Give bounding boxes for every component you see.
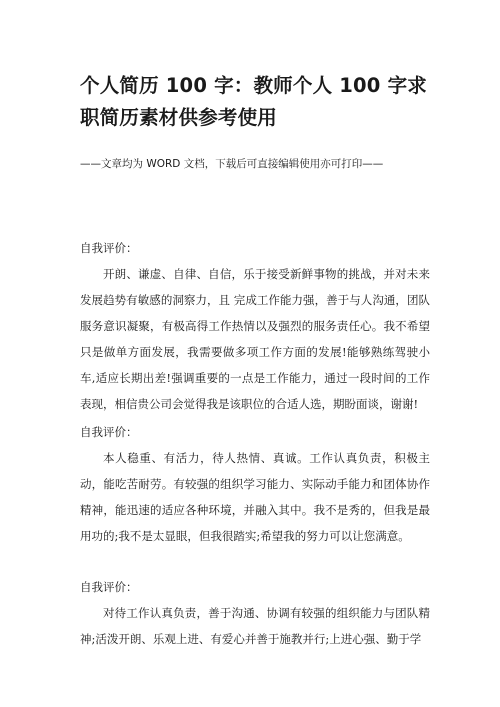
section-paragraph: 开朗、谦虚、自律、自信，乐于接受新鲜事物的挑战，并对未来发展趋势有敏感的洞察力，且 完成工作能力强，善于与人沟通，团队服务意识凝聚，有极高得工作热情以及强烈的服务责任心。我不希望只是做单方面发展，我需要做多项工作方面的发展!能够熟练驾驶小车,适应长期出差!强调重要的一点是工作能力，通过一段时间的工作表现，相信贵公司会觉得我是该职位的合适人选，期盼面谈，谢谢! xyxy=(80,267,430,411)
self-evaluation-section-2 xyxy=(80,419,430,549)
self-evaluation-section-3 xyxy=(80,574,430,652)
section-paragraph: 对待工作认真负责，善于沟通、协调有较强的组织能力与团队精神;活泼开朗、乐观上进、有爱心并善于施教并行;上进心强、勤于学 xyxy=(80,606,430,646)
section-heading: 自我评价： xyxy=(80,580,138,594)
section-paragraph: 本人稳重、有活力，待人热情、真诚。工作认真负责，积极主动，能吃苦耐劳。有较强的组织学习能力、实际动手能力和团体协作精神，能迅速的适应各种环境，并融入其中。我不是秀的，但我是最用功的;我不是太显眼，但我很踏实;希望我的努力可以让您满意。 xyxy=(80,451,430,543)
self-evaluation-section-1 xyxy=(80,235,430,417)
section-heading: 自我评价： xyxy=(80,241,138,255)
document-title: 个人简历 100 字：教师个人 100 字求职简历素材供参考使用 xyxy=(80,74,427,129)
section-heading: 自我评价： xyxy=(80,425,138,439)
document-subtitle: ——文章均为 WORD 文档，下载后可直接编辑使用亦可打印—— xyxy=(80,158,384,170)
